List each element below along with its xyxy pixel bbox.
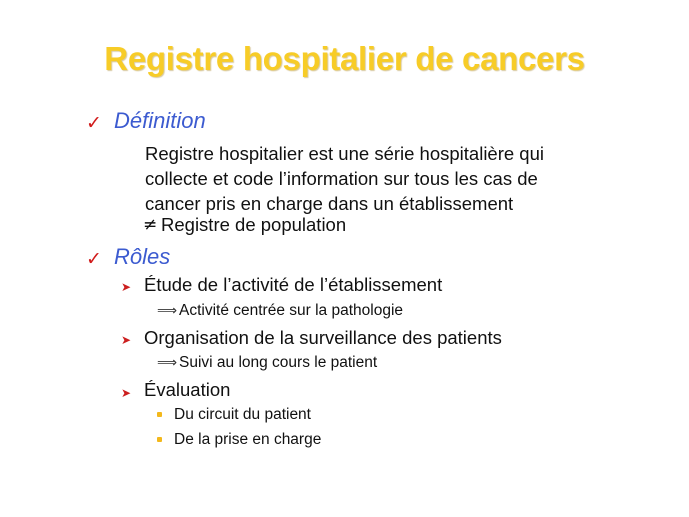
role-sub-activity: Activité centrée sur la pathologie bbox=[179, 302, 404, 319]
section-heading-roles: Rôles bbox=[114, 244, 171, 269]
definition-paragraph bbox=[145, 141, 544, 216]
arrow-bullet-icon: ➤ bbox=[121, 386, 132, 400]
paragraph-line: cancer pris en charge dans un établissement bbox=[145, 193, 514, 214]
population-note: Registre de population bbox=[161, 214, 347, 235]
paragraph-line: Registre hospitalier est une série hospitalière qui bbox=[145, 143, 544, 164]
slide-title: Registre hospitalier de cancers bbox=[104, 40, 585, 77]
bullet-dot-icon bbox=[157, 412, 162, 417]
implies-icon: ⟹ bbox=[157, 303, 178, 319]
role-item-surveillance: Organisation de la surveillance des patients bbox=[144, 327, 502, 348]
evaluation-bullet: De la prise en charge bbox=[174, 431, 322, 448]
arrow-bullet-icon: ➤ bbox=[121, 280, 132, 294]
checkmark-icon: ✓ bbox=[86, 248, 102, 270]
evaluation-bullet: Du circuit du patient bbox=[174, 406, 311, 423]
implies-icon: ⟹ bbox=[157, 355, 178, 371]
not-equal-icon: ≠ bbox=[143, 215, 158, 235]
checkmark-icon: ✓ bbox=[86, 112, 102, 134]
role-item-activity: Étude de l’activité de l’établissement bbox=[144, 274, 443, 295]
paragraph-line: collecte et code l’information sur tous les cas de bbox=[145, 168, 538, 189]
role-sub-surveillance: Suivi au long cours le patient bbox=[179, 354, 378, 371]
bullet-dot-icon bbox=[157, 437, 162, 442]
section-heading-definition: Définition bbox=[114, 108, 206, 133]
arrow-bullet-icon: ➤ bbox=[121, 333, 132, 347]
role-item-evaluation: Évaluation bbox=[144, 379, 231, 400]
